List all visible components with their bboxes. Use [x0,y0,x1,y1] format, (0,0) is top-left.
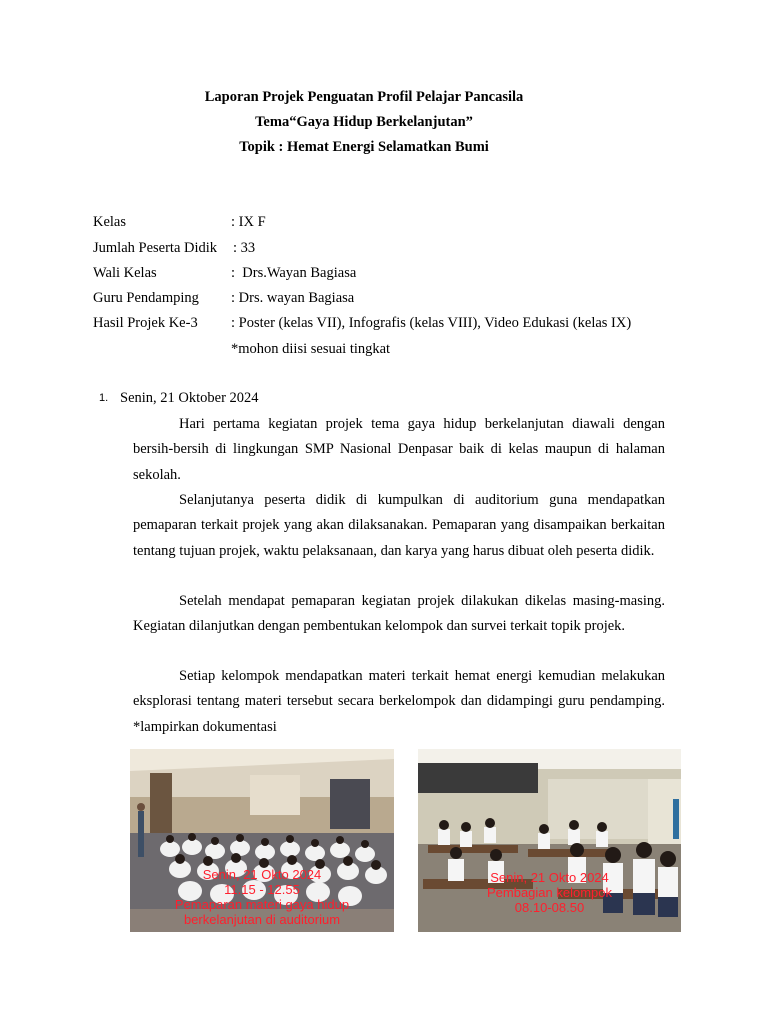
page-heading-topic: Topik : Hemat Energi Selamatkan Bumi [239,139,489,155]
paragraph-1: Hari pertama kegiatan projek tema gaya hidup berkelanjutan diawali dengan bersih-bersih di lingkungan SMP Nasional Denpasar baik di kelas maupun di halaman sekolah. [133,416,665,483]
photo-caption [130,867,394,927]
caption-line: berkelanjutan di auditorium [183,912,341,927]
photo-caption [418,870,681,915]
photo-classroom [418,749,681,932]
info-value: : 33 [233,240,256,256]
page-heading-theme: Tema“Gaya Hidup Berkelanjutan” [255,114,473,130]
info-value: : Drs.Wayan Bagiasa [231,265,357,281]
photo-auditorium [130,749,394,932]
caption-line: Pemaparan materi gaya hidup [174,897,350,912]
info-label: Wali Kelas [93,265,157,281]
info-label: Hasil Projek Ke-3 [93,315,198,331]
caption-line: Pembagian kelompok [486,885,613,900]
caption-line: Senin, 21 Okto 2024 [202,867,322,882]
list-number: 1. [99,392,109,404]
paragraph-2: Selanjutanya peserta didik di kumpulkan di auditorium guna mendapatkan pemaparan terkait projek yang akan dilaksanakan. Pemaparan yang disampaikan berkaitan tentang tujuan projek, waktu pelaksanaan, dan karya yang harus dibuat oleh peserta didik. [133,492,665,559]
info-value: : IX F [231,214,266,230]
info-label: Jumlah Peserta Didik [93,240,218,256]
info-note: *mohon diisi sesuai tingkat [231,341,391,357]
entry-date: Senin, 21 Oktober 2024 [120,390,259,406]
caption-line: Senin, 21 Okto 2024 [490,870,609,885]
info-value: : Poster (kelas VII), Infografis (kelas VIII), Video Edukasi (kelas IX) [231,315,632,331]
caption-line: 11.15 - 12.55 [224,882,300,897]
paragraph-3: Setelah mendapat pemaparan kegiatan projek dilakukan dikelas masing-masing. Kegiatan dilanjutkan dengan pembentukan kelompok dan survei terkait topik projek. [133,593,665,635]
info-label: Kelas [93,214,127,230]
info-value: : Drs. wayan Bagiasa [231,290,355,306]
info-label: Guru Pendamping [93,290,199,306]
paragraph-4: Setiap kelompok mendapatkan materi terkait hemat energi kemudian melakukan eksplorasi tentang materi tersebut secara berkelompok dan didampingi guru pendamping. *lampirkan dokumentasi [133,668,665,735]
caption-line: 08.10-08.50 [514,900,585,915]
page-heading-title: Laporan Projek Penguatan Profil Pelajar Pancasila [204,89,524,105]
